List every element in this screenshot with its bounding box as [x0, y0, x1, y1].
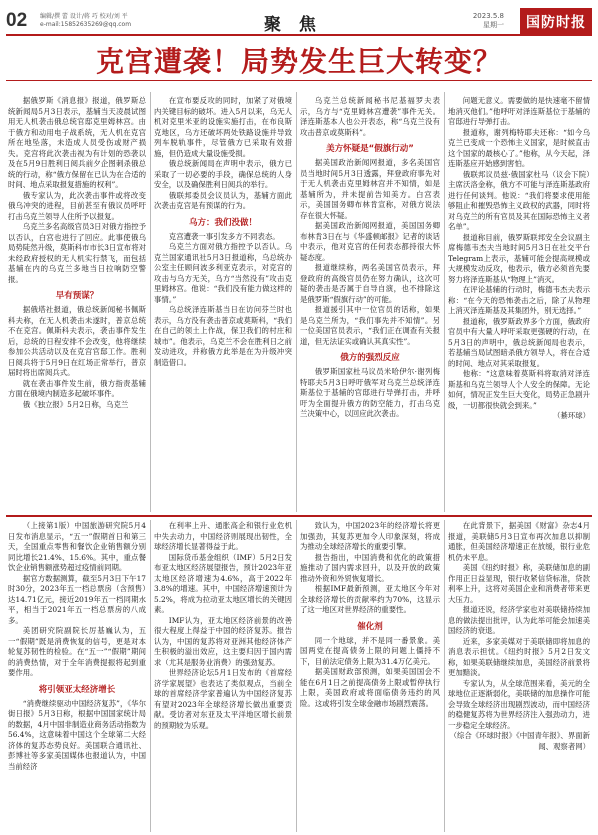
page-header [6, 8, 592, 36]
editor-line: 编辑/撰 蕾 设计/蒋 巧 校对/刘 平 [40, 13, 128, 20]
paragraph: 乌克兰总统新闻秘书尼基福罗夫表示，乌方与“克里姆林宫遭袭”事件无关。泽连斯基本人也公开表态，称“乌克兰没有攻击普京或莫斯科”。 [300, 96, 440, 137]
subheading: 乌方：我们没做！ [188, 217, 257, 228]
paragraph: 乌克兰方面对俄方指控予以否认。乌克兰国家通讯社5月3日报道称，乌总统办公室主任顾问波多利亚克表示，对克宫的攻击与乌方无关，乌方“当然没有”攻击克里姆林宫。他说：“我们没有能力做这样的事情。” [154, 242, 292, 304]
paragraph: 据美国财政部预测，如果美国国会不能在6月1日之前提高债务上限或暂停执行上限，美国政府或将面临债务违约的风险。这或将引发全球金融市场剧烈震荡。 [300, 667, 440, 708]
paragraph: 根据IMF最新预测，亚太地区今年对全球经济增长的贡献率约为70%，这显示了这一地区对世界经济的重要性。 [300, 584, 440, 614]
article-column-4 [448, 96, 590, 510]
byline: （综合《环球时报》《中国青年报》、界面新闻、观察者网） [449, 731, 590, 751]
paragraph: 乌克兰多名高级官员3日对俄方指控予以否认，白宫也进行了回应。此事使俄乌局势陡然升级，莫斯科市市长3日宣布将对未经政府授权的无人机实行禁飞，而包括基辅在内的乌克兰多地当日拉响防空警报。 [8, 222, 146, 284]
paragraph: 报道援引其中一位官员的话称，如果是乌克兰所为，“我们事先并不知情”。另一位美国官员表示，“我们正在调查有关报道，但无法证实或确认其真实性”。 [300, 305, 440, 346]
paragraph: 专家认为，从全球范围来看，美元的全球地位正逐渐弱化，美联储的加息操作可能会导致全球经济出现剧烈波动，而中国经济的稳健复苏将为世界经济注入强劲动力，进一步稳定全球经济。 [448, 678, 590, 730]
paragraph: 在评论基辅的行动时，梅德韦杰夫表示称：“在今天的恐怖袭击之后，除了从物理上消灭泽连斯基及其集团外，别无选择。” [448, 285, 590, 315]
paragraph: 在此背景下，据美国《财富》杂志4月报道，美联储5月3日宣布再次加息以抑制通胀，但美国经济增速正在放缓，银行业危机仍未平息。 [448, 521, 590, 562]
subheading: 将引领亚太经济增长 [38, 684, 116, 695]
paragraph: 致认为，中国2023年的经济增长将更加强劲，其复苏更加令人印象深刻，将成为推动全球经济增长的重要引擎。 [300, 521, 440, 551]
paragraph: 报道继续称，两名美国官员表示，拜登政府的高级官员仍在努力确认，这次可疑的袭击是否属于自导自演，也不排除这是俄罗斯“假旗行动”的可能。 [300, 263, 440, 304]
subheading: 俄方的强烈反应 [340, 353, 400, 363]
paragraph: 问题无意义。需要做的是快速毫不留情地消灭他们。”他呼吁对泽连斯基位于基辅的官邸进行导弹打击。 [448, 96, 590, 126]
byline: （綦环球） [553, 411, 590, 420]
paragraph: 据美国政治新闻网报道，多名美国官员当地时间5月3日透露，拜登政府事先对于无人机袭击克里姆林宫并不知情，如是基辅所为，并未提前告知美方。白宫表示，美国国务卿布林肯宣称，对俄方说法存在很大怀疑。 [300, 158, 440, 220]
paragraph: 俄联邦议员兹·俄国家杜马（议会下院）主席沃洛金称，俄方不可能与泽连斯基政府进行任何谈判。他说：“我们将要求使用能够阻止和摧毁恐怖主义政权的武器，同时将对乌克兰的所有官员及其在国际恐怖主义者名单”。 [448, 169, 590, 231]
section-title: 聚 焦 [264, 15, 322, 35]
column-divider [296, 92, 297, 512]
column-divider [296, 520, 297, 832]
paragraph: 美国《纽约时报》称，美联储加息的副作用正日益显现，银行收紧信贷标准，贷款利率上升，这将对美国企业和消费者带来更大压力。 [448, 563, 590, 604]
paragraph: 报道称，俄罗斯政界多个方面，俄政府官员中有大量人呼吁采取更强硬的行动，在5月3日的声明中，俄总统新闻局也表示，若基辅当局试图暗杀俄方领导人，将在合适的时间、地点对其采取报复。 [448, 316, 590, 368]
column-divider [150, 520, 151, 832]
article-column-2 [154, 96, 292, 510]
paragraph: 同一个地球，并不是同一番景象。美国两党在提高债务上限的问题上僵持不下，目前法定债务上限为31.4万亿美元。 [300, 635, 440, 666]
paragraph: “消费继续驱动中国经济复苏”，《华尔街日报》5月3日称，根据中国国家统计局的数据，4月中国非制造业商务活动指数为56.4%，这意味着中国这个全球第二大经济体的复苏态势良好。美国联合通讯社、彭博社等多家美国媒体也报道认为，中国当前经济 [8, 698, 146, 771]
paragraph: 在宣布要反攻的同时，加紧了对俄境内关键目标的破坏。进入5月以来，乌无人机对克里米亚的设施实施打击，在布良斯克地区，乌方还破坏两处铁路设施并导致列车脱轨事件，尽管俄方已采取有效措施，但仍造成大量设施受损。 [154, 96, 292, 158]
subheading: 催化剂 [357, 621, 383, 632]
bottom-column-4 [448, 521, 590, 831]
paragraph: 克宫遭袭一事引发多方不同表态。 [168, 231, 280, 241]
bottom-column-2 [154, 521, 292, 831]
column-divider [444, 92, 445, 512]
paragraph: （上接第1版）中国旅游研究院5月4日发布消息显示，“五一”假期首日和第三天，全国重点零售和餐饮企业销售额分别同比增长21.4%、15.6%。其中，重点餐饮企业销售额涨势超过疫情前同期。 [8, 521, 146, 572]
paragraph: 他称：“这意味着莫斯科将取消对泽连斯基和乌克兰领导人个人安全的保障。无论如何，情况正发生巨大变化，局势正急剧升级，一切都很快就会到来。” [448, 369, 590, 410]
paragraph: 近来，多家美媒对于美联储即将加息的消息表示担忧。《纽约时报》5月2日发文称，如果美联储继续加息，美国经济前景将更加黯淡。 [448, 636, 590, 677]
paragraph: 俄联邦委员会议员认为，基辅方面此次袭击克宫是有预谋的行为。 [154, 190, 292, 210]
column-divider [444, 520, 445, 832]
paragraph: 就在袭击事件发生前，俄方指责基辅方面在俄境内制造多起破坏事件。 [8, 378, 146, 398]
bottom-column-1 [8, 521, 146, 831]
subheading: 美方怀疑是“假旗行动” [326, 144, 414, 154]
paragraph: 报道称，谢列梅特耶夫还称：“如今乌克兰已变成一个恐怖主义国家，是时候直击这个国家的最核心了。”他称，从今天起，泽连斯基应开始感到害怕。 [448, 127, 590, 168]
paragraph: 据官方数据测算，截至5月3日下午17时30分，2023年五一档总票房（含预售）达14.71亿元，接近2019年五一档同期水平，相当于2021年五一档总票房的八成多。 [8, 573, 146, 625]
article-column-1 [8, 96, 146, 510]
editor-info [40, 13, 131, 29]
paragraph: 国际货币基金组织（IMF）5月2日发布亚太地区经济展望报告，预计2023年亚太地区经济增速为4.6%，高于2022年3.8%的增速。其中，中国经济增速预计为5.2%，将成为拉动亚太地区增长的关键因素。 [154, 552, 292, 614]
paragraph: 据俄罗斯《消息报》报道，俄罗斯总统新闻局5月3日表示，基辅当天凌晨试图用无人机袭击俄总统官邸克里姆林宫。由于俄方和动用电子战系统，无人机在克宫所在地坠落，未造成人员受伤或财产损失。克宫将此次袭击视为有计划的恐袭以及在5月9日胜利日阅兵前夕企图刺杀俄总统的行动，称“俄方保留在已认为在合适的时间、地点采取报复措施的权利”。 [8, 96, 146, 189]
paragraph: 俄专家认为，此次袭击事件或将改变俄乌冲突的进程，目前甚至有俄议员呼吁打击乌克兰领导人住所予以报复。 [8, 190, 146, 221]
paragraph: 报道还说，经济学家也对美联储持续加息的做法提出批评，认为此举可能会加速美国经济的衰退。 [448, 605, 590, 635]
paragraph: 俄《独立报》5月2日称，乌克兰 [22, 399, 129, 409]
editor-email: e-mail:15852635269@qq.com [40, 21, 132, 28]
subheading: 早有预谋？ [55, 291, 99, 301]
article-column-3 [300, 96, 440, 510]
paragraph: 据俄塔社报道，俄总统新闻秘书佩斯科夫称，在无人机袭击未遂时，普京总统不在克宫。佩斯科夫表示，袭击事件发生后，总统的日程安排不会改变，他将继续参加公共活动以及在克宫官邸工作。胜利日阅兵将于5月9日在红场正常举行，普京届时将出席阅兵式。 [8, 305, 146, 377]
weekday-line: 星期一 [483, 21, 504, 29]
paragraph: 报道称目前，俄罗斯联邦安全会议副主席梅德韦杰夫当地时间5月3日在社交平台Telegram上表示，基辅可能会提高规模或大规模发动反攻，他表示，俄方必须首先要努力将泽连斯基从“物理上”消灭。 [448, 232, 590, 284]
headline: 克宫遭袭！局势发生巨大转变？ [95, 45, 502, 78]
paragraph: 美团研究院副院长厉基巍认为，五一“假期”既是消费恢复的信号，更是对本轮复苏韧性的检验。在“五一”“假期”期间的消费热情，对于全年消费提振将起到重要作用。 [8, 626, 146, 677]
paragraph: 在利率上升、通胀高企和银行业危机中失去动力，中国经济则展现出韧性，全球经济增长显著得益于此。 [154, 521, 292, 551]
paragraph: 世界经济论坛5月1日发布的《首席经济学家展望》也表达了类似观点，当前全球的首席经济学家普遍认为中国经济复苏有望对2023年全球经济增长做出重要贡献。受访者对东亚及太平洋地区增长前景的预期较为乐观。 [154, 668, 292, 730]
paragraph: 报告指出，中国消费和优化的政策措施推动了国内需求回升，以及开放的政策推动外资和外贸恢复增长。 [300, 552, 440, 583]
paragraph: IMF认为，亚太地区经济前景的改善很大程度上得益于中国的经济复苏。报告认为，中国的复苏将对亚洲其他经济体产生积极的溢出效应，这主要归因于国内需求（尤其是服务业消费）的强劲复苏。 [154, 615, 292, 667]
issue-date [473, 12, 504, 30]
section-divider [6, 515, 592, 517]
paragraph: 乌总统泽连斯基当日在访问芬兰时也表示，乌方没有袭击普京或莫斯科，“我们在自己的领土上作战，保卫我们的村庄和城市”。他表示，乌克兰不会在胜利日之前发动进攻，并称俄方此举是在为升级冲突制造借口。 [154, 305, 292, 367]
paragraph: 据美国政治新闻网报道，美国国务卿布林肯3日在与《华盛顿邮报》记者的谈话中表示，他对克宫的任何表态都持很大怀疑态度。 [300, 221, 440, 262]
masthead-logo: 国防时报 [520, 8, 592, 36]
page-number: 02 [6, 10, 28, 31]
paragraph: 俄总统新闻局在声明中表示，俄方已采取了一切必要的手段，确保总统的人身安全，以及确保胜利日阅兵的举行。 [154, 159, 292, 189]
headline-divider [6, 80, 592, 81]
bottom-column-3 [300, 521, 440, 831]
column-divider [150, 92, 151, 512]
paragraph: 俄罗斯国家杜马议员米哈伊尔·谢列梅特耶夫5月3日呼吁俄军对乌克兰总统泽连斯基位于基辅的官邸进行导弹打击，并呼吁为全面提升俄方的防空能力，打击乌克兰决策中心，以回应此次袭击。 [300, 367, 440, 418]
date-line: 2023.5.8 [472, 12, 504, 20]
